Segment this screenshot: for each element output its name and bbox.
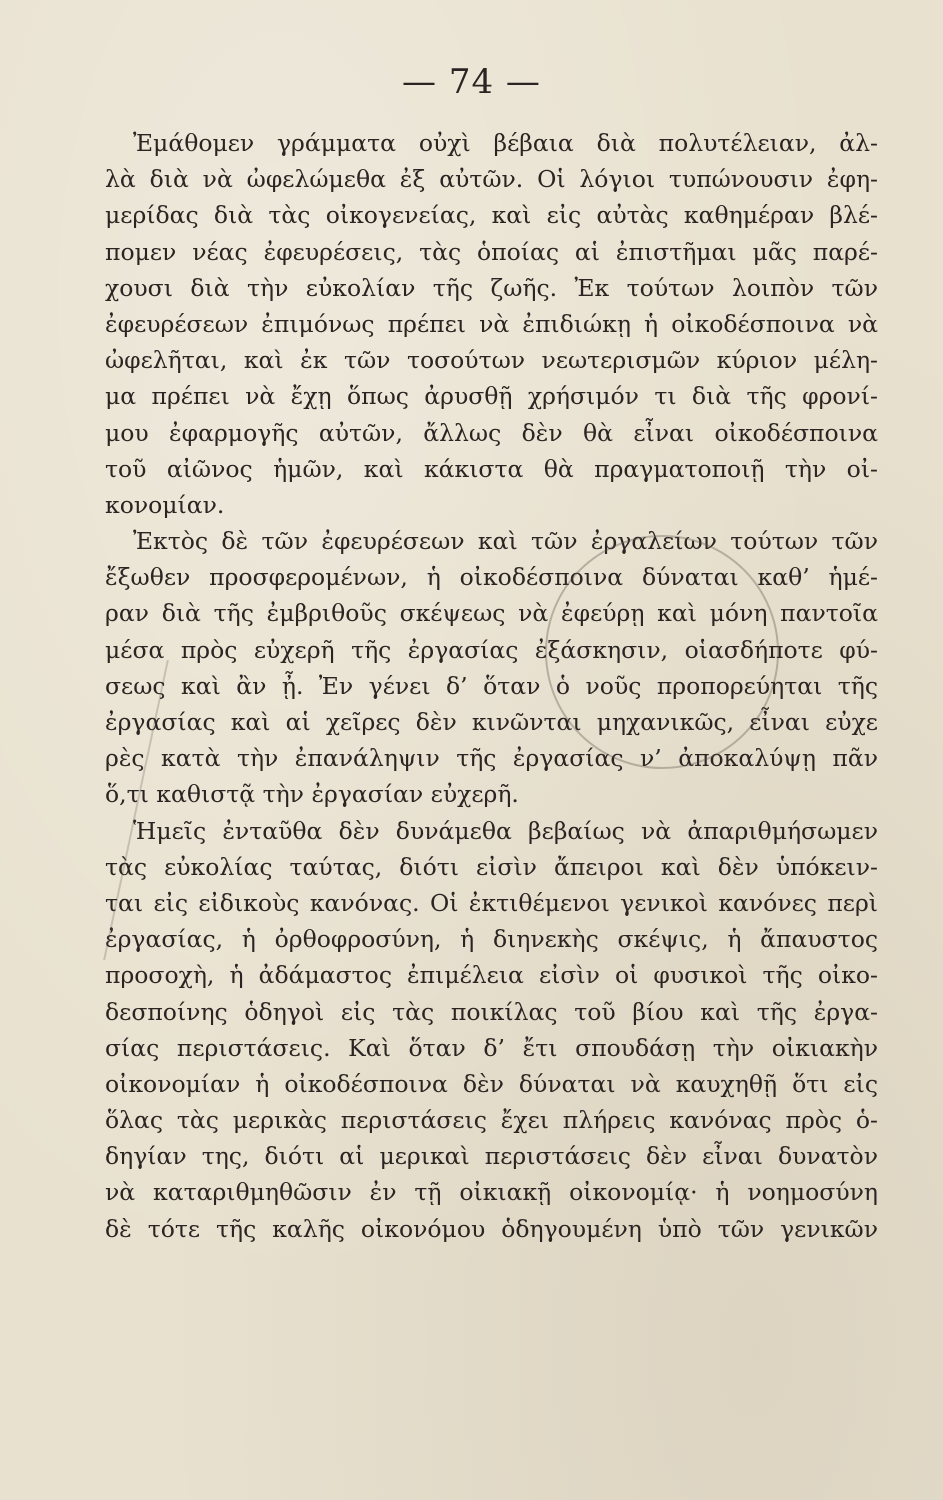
text-line: δεσποίνης ὁδηγοὶ εἰς τὰς ποικίλας τοῦ βίου καὶ τῆς ἐργα- (105, 997, 878, 1026)
text-line: ὅλας τὰς μερικὰς περιστάσεις ἔχει πλήρεις κανόνας πρὸς ὁ- (105, 1106, 878, 1135)
text-line: λὰ διὰ νὰ ὠφελώμεθα ἐξ αὐτῶν. Οἱ λόγιοι τυπώνουσιν ἐφη- (105, 165, 878, 194)
text-line: ραν διὰ τῆς ἐμβριθοῦς σκέψεως νὰ ἐφεύρῃ καὶ μόνη παντοῖα (105, 599, 878, 628)
text-line: πομεν νέας ἐφευρέσεις, τὰς ὁποίας αἱ ἐπιστῆμαι μᾶς παρέ- (105, 237, 878, 266)
text-line: ἔξωθεν προσφερομένων, ἡ οἰκοδέσποινα δύναται καθ’ ἡμέ- (105, 563, 878, 592)
text-line: ἐργασίας καὶ αἱ χεῖρες δὲν κινῶνται μηχανικῶς, εἶναι εὐχε (105, 708, 878, 736)
text-line: Ἡμεῖς ἐνταῦθα δὲν δυνάμεθα βεβαίως νὰ ἀπαριθμήσωμεν (133, 816, 878, 845)
text-line: σίας περιστάσεις. Καὶ ὅταν δ’ ἔτι σπουδάσῃ τὴν οἰκιακὴν (105, 1033, 878, 1062)
text-line: Ἐμάθομεν γράμματα οὐχὶ βέβαια διὰ πολυτέλειαν, ἀλ- (133, 129, 878, 157)
text-line: τὰς εὐκολίας ταύτας, διότι εἰσὶν ἄπειροι καὶ δὲν ὑπόκειν- (105, 852, 878, 881)
text-line: μου ἐφαρμογῆς αὐτῶν, ἄλλως δὲν θὰ εἶναι οἰκοδέσποινα (105, 418, 878, 447)
text-line: χουσι διὰ τὴν εὐκολίαν τῆς ζωῆς. Ἐκ τούτων λοιπὸν τῶν (105, 273, 878, 302)
text-line: ἐφευρέσεων ἐπιμόνως πρέπει νὰ ἐπιδιώκῃ ἡ οἰκοδέσποινα νὰ (105, 309, 878, 338)
text-line: τοῦ αἰῶνος ἡμῶν, καὶ κάκιστα θὰ πραγματοποιῇ τὴν οἰ- (105, 454, 878, 483)
text-line: δὲ τότε τῆς καλῆς οἰκονόμου ὁδηγουμένη ὑπὸ τῶν γενικῶν (105, 1214, 878, 1243)
text-line: ὅ,τι καθιστᾷ τὴν ἐργασίαν εὐχερῆ. (105, 780, 519, 809)
text-line: μερίδας διὰ τὰς οἰκογενείας, καὶ εἰς αὐτὰς καθημέραν βλέ- (105, 201, 878, 230)
text-line: σεως καὶ ἂν ᾖ. Ἐν γένει δ’ ὅταν ὁ νοῦς προπορεύηται τῆς (105, 671, 878, 700)
text-line: ὠφελῆται, καὶ ἐκ τῶν τοσούτων νεωτερισμῶν κύριον μέλη- (105, 346, 878, 375)
text-line: δηγίαν της, διότι αἱ μερικαὶ περιστάσεις δὲν εἶναι δυνατὸν (105, 1142, 878, 1171)
text-line: προσοχὴ, ἡ ἀδάμαστος ἐπιμέλεια εἰσὶν οἱ φυσικοὶ τῆς οἰκο- (105, 961, 878, 990)
text-line: μέσα πρὸς εὐχερῆ τῆς ἐργασίας ἐξάσκησιν, οἱασδήποτε φύ- (105, 635, 878, 664)
text-line: οἰκονομίαν ἡ οἰκοδέσποινα δὲν δύναται νὰ καυχηθῇ ὅτι εἰς (105, 1069, 878, 1098)
text-line: ται εἰς εἰδικοὺς κανόνας. Οἱ ἐκτιθέμενοι γενικοὶ κανόνες περὶ (105, 888, 878, 917)
text-line: κονομίαν. (105, 490, 225, 519)
text-line: νὰ καταριθμηθῶσιν ἐν τῇ οἰκιακῇ οἰκονομίᾳ· ἡ νοημοσύνη (105, 1178, 878, 1207)
page-number: — 74 — (402, 62, 541, 102)
text-line: ρὲς κατὰ τὴν ἐπανάληψιν τῆς ἐργασίας ν’ ἀποκαλύψῃ πᾶν (105, 744, 878, 773)
text-line: ἐργασίας, ἡ ὀρθοφροσύνη, ἡ διηνεκὴς σκέψις, ἡ ἄπαυστος (105, 925, 878, 954)
text-line: μα πρέπει νὰ ἔχῃ ὅπως ἀρυσθῇ χρήσιμόν τι διὰ τῆς φρονί- (105, 382, 878, 411)
body-text (105, 125, 878, 1247)
text-line: Ἐκτὸς δὲ τῶν ἐφευρέσεων καὶ τῶν ἐργαλείων τούτων τῶν (133, 527, 878, 556)
